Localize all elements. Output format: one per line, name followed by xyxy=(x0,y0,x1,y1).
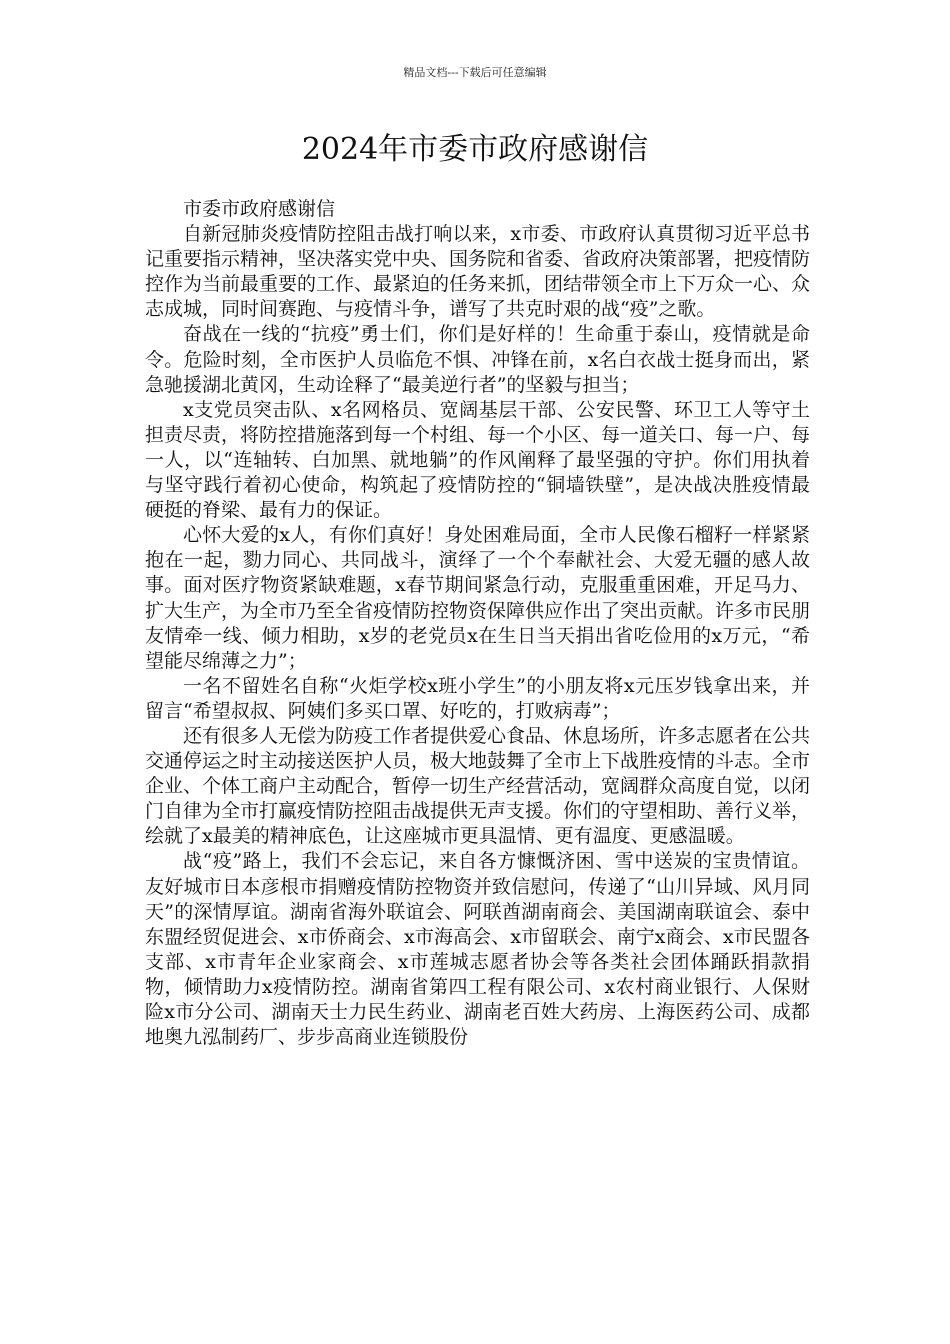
paragraph: 还有很多人无偿为防疫工作者提供爱心食品、休息场所，许多志愿者在公共交通停运之时主动接送医护人员，极大地鼓舞了全市上下战胜疫情的斗志。全市企业、个体工商户主动配合，暂停一切生产经营活动，宽阔群众高度自觉，以闭门自律为全市打赢疫情防控阻击战提供无声支援。你们的守望相助、善行义举，绘就了x最美的精神底色，让这座城市更具温情、更有温度、更感温暖。 xyxy=(145,724,811,848)
document-title: 2024年市委市政府感谢信 xyxy=(301,132,649,167)
document-body xyxy=(145,197,810,1050)
paragraph-salutation: 市委市政府感谢信 xyxy=(183,198,336,220)
paragraph: 奋战在一线的“抗疫”勇士们，你们是好样的！生命重于泰山，疫情就是命令。危险时刻，全市医护人员临危不惧、冲锋在前，x名白衣战士挺身而出，紧急驰援湖北黄冈，生动诠释了“最美逆行者”的坚毅与担当； xyxy=(145,323,810,396)
header-note: 精品文档---下载后可任意编辑 xyxy=(403,66,547,79)
paragraph: 自新冠肺炎疫情防控阻击战打响以来，x市委、市政府认真贯彻习近平总书记重要指示精神，坚决落实党中央、国务院和省委、省政府决策部署，把疫情防控作为当前最重要的工作、最紧迫的任务来抓，团结带领全市上下万众一心、众志成城，同时间赛跑、与疫情斗争，谱写了共克时艰的战“疫”之歌。 xyxy=(145,223,811,321)
paragraph: 心怀大爱的x人，有你们真好！身处困难局面，全市人民像石榴籽一样紧紧抱在一起，勠力同心、共同战斗，演绎了一个个奉献社会、大爱无疆的感人故事。面对医疗物资紧缺难题，x春节期间紧急行动，克服重重困难，开足马力、扩大生产，为全市乃至全省疫情防控物资保障供应作出了突出贡献。许多市民朋友情牵一线、倾力相助，x岁的老党员x在生日当天捐出省吃俭用的x万元，“希望能尽绵薄之力”； xyxy=(145,524,811,672)
paragraph: x支党员突击队、x名网格员、宽阔基层干部、公安民警、环卫工人等守土担责尽责，将防控措施落到每一个村组、每一个小区、每一道关口、每一户、每一人，以“连轴转、白加黑、就地躺”的作风阐释了最坚强的守护。你们用执着与坚守践行着初心使命，构筑起了疫情防控的“铜墙铁壁”，是决战决胜疫情最硬挺的脊梁、最有力的保证。 xyxy=(145,398,811,522)
paragraph: 战“疫”路上，我们不会忘记，来自各方慷慨济困、雪中送炭的宝贵情谊。友好城市日本彦根市捐赠疫情防控物资并致信慰问，传递了“山川异域、风月同天”的深情厚谊。湖南省海外联谊会、阿联酋湖南商会、美国湖南联谊会、泰中东盟经贸促进会、x市侨商会、x市海高会、x市留联会、南宁x商会、x市民盟各支部、x市青年企业家商会、x市莲城志愿者协会等各类社会团体踊跃捐款捐物，倾情助力x疫情防控。湖南省第四工程有限公司、x农村商业银行、人保财险x市分公司、湖南天士力民生药业、湖南老百姓大药房、上海医药公司、成都地奥九泓制药厂、步步高商业连锁股份 xyxy=(145,850,810,1049)
paragraph: 一名不留姓名自称“火炬学校x班小学生”的小朋友将x元压岁钱拿出来，并留言“希望叔叔、阿姨们多买口罩、好吃的，打败病毒”； xyxy=(145,674,810,722)
